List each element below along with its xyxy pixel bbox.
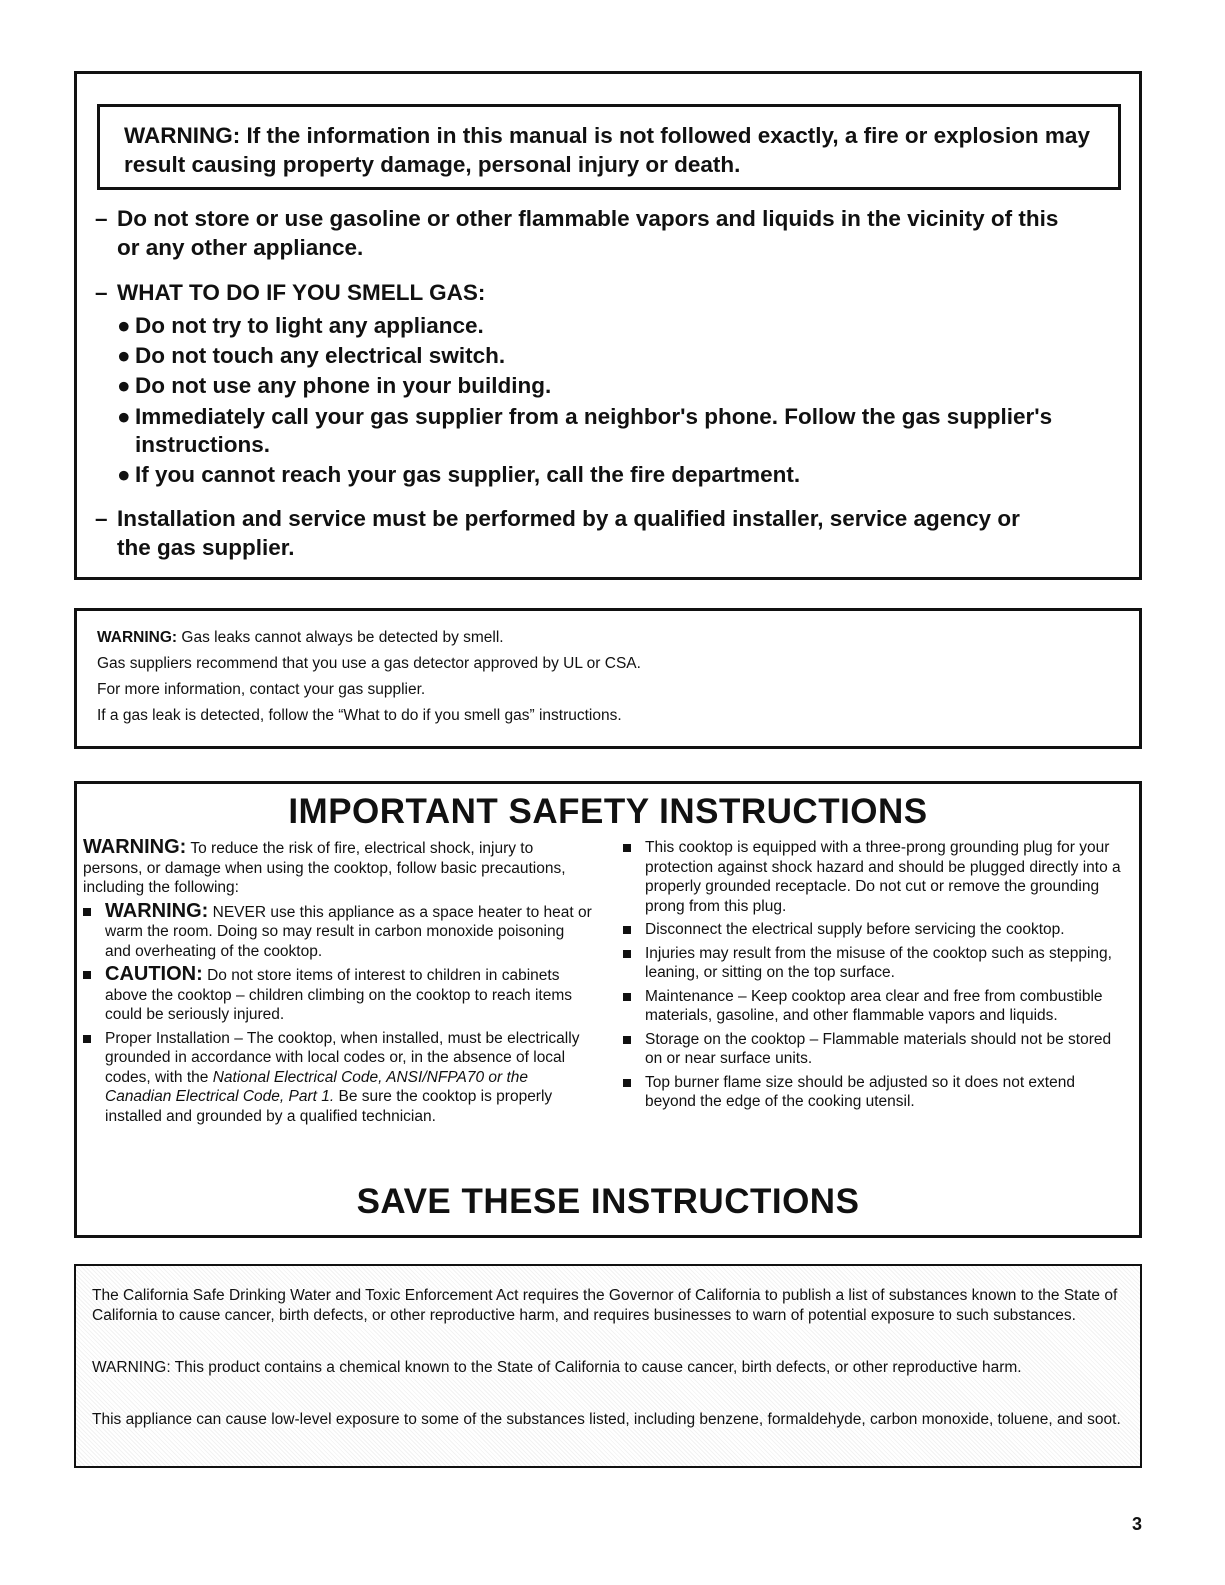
square-bullet-icon	[623, 993, 631, 1001]
safety-left-column	[83, 838, 593, 1130]
square-bullet-icon	[623, 950, 631, 958]
safety-item-space-heater: WARNING: NEVER use this appliance as a space heater to heat or warm the room. Doing so may result in carbon monoxide poisoning and overheating of the cooktop.	[83, 902, 593, 962]
safety-right-column	[623, 838, 1123, 1116]
item-no-gasoline-line2: or any other appliance.	[117, 235, 364, 260]
save-instructions-title: SAVE THESE INSTRUCTIONS	[356, 1182, 860, 1221]
california-paragraph-3: This appliance can cause low-level exposure to some of the substances listed, including benzene, formaldehyde, carbon monoxide, toluene, and soot.	[92, 1411, 1121, 1428]
dash-marker: –	[95, 280, 108, 305]
dash-marker: –	[95, 506, 108, 531]
gas-leak-line2: Gas suppliers recommend that you use a gas detector approved by UL or CSA.	[97, 655, 641, 672]
bullet-call-supplier-line1: ● Immediately call your gas supplier from a neighbor's phone. Follow the gas supplier's	[117, 404, 1053, 429]
primary-warning-text: WARNING: If the information in this manual is not followed exactly, a fire or explosion may result causing property damage, personal injury or death.	[124, 123, 1090, 177]
bullet-icon: ●	[117, 404, 131, 429]
bullet-icon: ●	[117, 462, 131, 487]
item-no-gasoline-line1: – Do not store or use gasoline or other flammable vapors and liquids in the vicinity of this	[95, 206, 1059, 231]
safety-intro: WARNING: To reduce the risk of fire, electrical shock, injury to persons, or damage when using the cooktop, follow basic precautions, including the following:	[83, 836, 566, 896]
bullet-icon: ●	[117, 313, 131, 338]
california-paragraph-1: The California Safe Drinking Water and Toxic Enforcement Act requires the Governor of California to publish a list of substances known to the State of California to cause cancer, birth defects, or other reproductive harm, and requires businesses to warn of potential exposure to such substances.	[92, 1287, 1118, 1324]
safety-item-maintenance: Maintenance – Keep cooktop area clear and free from combustible materials, gasoline, and other flammable vapors and liquids.	[623, 987, 1123, 1026]
gas-leak-line1: WARNING: Gas leaks cannot always be detected by smell.	[97, 629, 504, 646]
safety-item-flame-size: Top burner flame size should be adjusted so it does not extend beyond the edge of the cooking utensil.	[623, 1073, 1123, 1112]
safety-item-storage: Storage on the cooktop – Flammable materials should not be stored on or near surface units.	[623, 1030, 1123, 1069]
smell-gas-heading: – WHAT TO DO IF YOU SMELL GAS:	[95, 280, 486, 305]
bullet-no-phone: ● Do not use any phone in your building.	[117, 373, 552, 398]
california-paragraph-2: WARNING: This product contains a chemical known to the State of California to cause cancer, birth defects, or other reproductive harm.	[92, 1359, 1022, 1376]
gas-leak-line4: If a gas leak is detected, follow the “What to do if you smell gas” instructions.	[97, 707, 622, 724]
square-bullet-icon	[83, 908, 91, 916]
square-bullet-icon	[623, 1079, 631, 1087]
bullet-fire-department: ● If you cannot reach your gas supplier, call the fire department.	[117, 462, 801, 487]
bullet-icon: ●	[117, 343, 131, 368]
california-prop65-box	[74, 1264, 1142, 1468]
safety-title: IMPORTANT SAFETY INSTRUCTIONS	[288, 792, 928, 831]
bullet-call-supplier-line2: instructions.	[135, 432, 271, 457]
page-number: 3	[1131, 1514, 1142, 1534]
gas-warning-box	[74, 71, 1142, 580]
safety-item-grounding: This cooktop is equipped with a three-prong grounding plug for your protection against shock hazard and should be plugged directly into a properly grounded receptacle. Do not cut or remove the grounding prong from this plug.	[623, 838, 1123, 916]
safety-item-caution-children: CAUTION: Do not store items of interest to children in cabinets above the cooktop – children climbing on the cooktop to reach items could be seriously injured.	[83, 965, 593, 1025]
gas-leak-line3: For more information, contact your gas supplier.	[97, 681, 426, 698]
safety-item-misuse: Injuries may result from the misuse of the cooktop such as stepping, leaning, or sitting on the top surface.	[623, 944, 1123, 983]
safety-item-proper-installation: Proper Installation – The cooktop, when installed, must be electrically grounded in accordance with local codes or, in the absence of local codes, with the National Electrical Code, ANSI/NFPA70 or the Canadian Electrical Code, Part 1. Be sure the cooktop is properly installed and grounded by a qualified technician.	[83, 1029, 593, 1127]
safety-item-disconnect: Disconnect the electrical supply before servicing the cooktop.	[623, 920, 1123, 940]
item-installation-line1: – Installation and service must be performed by a qualified installer, service agency or	[95, 506, 1020, 531]
bullet-no-light: ● Do not try to light any appliance.	[117, 313, 484, 338]
bullet-no-switch: ● Do not touch any electrical switch.	[117, 343, 506, 368]
primary-warning-box	[97, 104, 1121, 190]
square-bullet-icon	[83, 971, 91, 979]
square-bullet-icon	[623, 926, 631, 934]
safety-instructions-box	[74, 781, 1142, 1238]
square-bullet-icon	[623, 844, 631, 852]
gas-leak-warning-box	[74, 608, 1142, 749]
bullet-icon: ●	[117, 373, 131, 398]
item-installation-line2: the gas supplier.	[117, 535, 295, 560]
square-bullet-icon	[83, 1035, 91, 1043]
dash-marker: –	[95, 206, 108, 231]
square-bullet-icon	[623, 1036, 631, 1044]
